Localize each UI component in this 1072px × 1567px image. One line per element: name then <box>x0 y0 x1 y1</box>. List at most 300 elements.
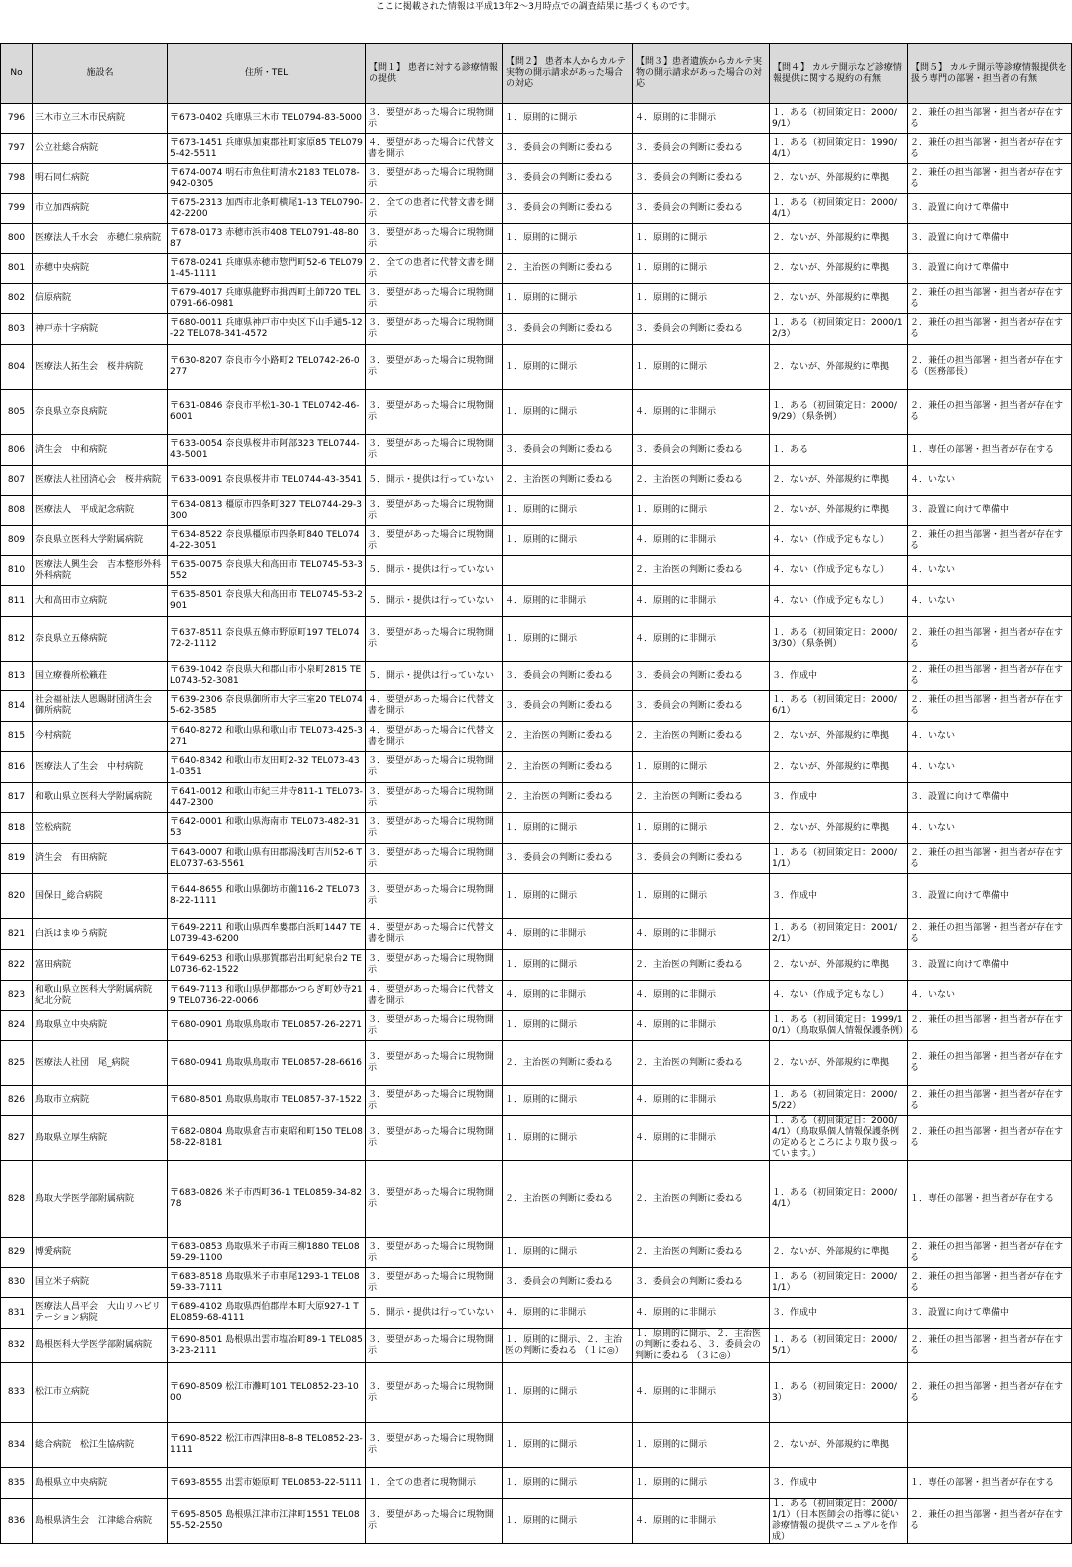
cell-q5-text: ３．設置に向けて準備中 <box>910 890 1010 901</box>
cell-address-tel <box>168 1161 366 1238</box>
cell-q4 <box>770 1086 908 1116</box>
cell-q5 <box>908 1238 1072 1268</box>
cell-address-tel-text: 〒633-0054 奈良県桜井市阿部323 TEL0744-43-5001 <box>170 439 360 460</box>
cell-q1 <box>366 844 503 874</box>
cell-facility-name <box>33 104 168 134</box>
cell-q4 <box>770 194 908 224</box>
cell-q5 <box>908 752 1072 783</box>
cell-facility-name <box>33 617 168 662</box>
cell-q1-text: ４．要望があった場合に代替文書を開示 <box>368 695 494 716</box>
cell-q5 <box>908 1423 1072 1468</box>
cell-facility-name <box>33 950 168 981</box>
cell-q4 <box>770 691 908 722</box>
cell-facility-name-text: 松江市立病院 <box>35 1387 90 1397</box>
cell-q2 <box>503 981 633 1011</box>
cell-q3-text: ４．原則的に非開示 <box>635 990 717 1000</box>
cell-no <box>1 1041 33 1086</box>
cell-no <box>1 1238 33 1268</box>
cell-q5-text: ２．兼任の担当部署・担当者が存在する <box>910 1127 1064 1148</box>
cell-q4-text: １．ある（初回策定日：2000/4/1）（鳥取県個人情報保護条例の定めるところにより取り扱っています。） <box>772 1116 899 1159</box>
cell-no-text: 819 <box>7 853 26 863</box>
cell-address-tel <box>168 164 366 194</box>
cell-q1-text: ２．全ての患者に代替文書を開示 <box>368 197 495 219</box>
cell-q3-text: ４．原則的に非開示 <box>635 595 717 606</box>
cell-no <box>1 1011 33 1041</box>
cell-no <box>1 662 33 691</box>
cell-address-tel-text: 〒631-0846 奈良市平松1-30-1 TEL0742-46-6001 <box>170 401 360 422</box>
cell-q1-text: ５．開示・提供は行っていない <box>368 565 495 575</box>
cell-facility-name <box>33 496 168 526</box>
cell-facility-name <box>33 662 168 691</box>
cell-q1 <box>366 1329 503 1363</box>
cell-address-tel <box>168 435 366 466</box>
cell-facility-name <box>33 284 168 314</box>
cell-facility-name-text: 公立社総合病院 <box>35 143 99 153</box>
cell-q2 <box>503 1499 633 1544</box>
cell-q4-text: ２．ないが、外部規約に準拠 <box>772 822 890 833</box>
cell-q4-text: ２．ないが、外部規約に準拠 <box>772 1057 890 1068</box>
cell-q1-text: ３．要望があった場合に現物開示 <box>368 1188 494 1209</box>
cell-no <box>1 390 33 435</box>
cell-q2-text: ２．主治医の判断に委ねる <box>505 263 614 273</box>
cell-q5 <box>908 345 1072 390</box>
cell-q4 <box>770 134 908 164</box>
cell-q3-text: ４．原則的に非開示 <box>635 1020 717 1030</box>
cell-address-tel <box>168 1268 366 1298</box>
cell-q4-text: ４．ない（作成予定もなし） <box>772 565 890 575</box>
cell-address-tel-text: 〒695-8505 島根県江津市江津町1551 TEL0855-52-2550 <box>170 1510 360 1531</box>
cell-facility-name-text: 三木市立三木市民病院 <box>35 113 126 123</box>
table-row <box>1 1011 1072 1041</box>
cell-address-tel <box>168 1238 366 1268</box>
cell-address-tel-text: 〒640-8272 和歌山県和歌山市 TEL073-425-3271 <box>170 725 363 747</box>
cell-q3 <box>633 813 770 844</box>
cell-q5-text: ２．兼任の担当部署・担当者が存在する <box>910 1381 1064 1403</box>
cell-q5 <box>908 1329 1072 1363</box>
cell-q4 <box>770 224 908 254</box>
cell-q2-text: １．原則的に開示 <box>505 361 578 372</box>
cell-q4 <box>770 1468 908 1499</box>
cell-facility-name-text: 鳥取市立病院 <box>35 1095 90 1105</box>
cell-q3 <box>633 1499 770 1544</box>
cell-q2 <box>503 496 633 526</box>
cell-q5 <box>908 662 1072 691</box>
cell-q1-text: ３．要望があった場合に現物開示 <box>368 954 494 975</box>
cell-address-tel <box>168 466 366 496</box>
cell-q5-text: ２．兼任の担当部署・担当者が存在する <box>910 318 1064 339</box>
table-row <box>1 556 1072 586</box>
cell-address-tel <box>168 783 366 813</box>
cell-address-tel <box>168 1329 366 1363</box>
cell-q5 <box>908 874 1072 919</box>
cell-facility-name <box>33 844 168 874</box>
cell-q5-text: ２．兼任の担当部署・担当者が存在する <box>910 1271 1064 1293</box>
cell-no <box>1 254 33 284</box>
cell-q4 <box>770 919 908 950</box>
cell-q3 <box>633 1298 770 1329</box>
cell-address-tel-text: 〒649-2211 和歌山県西牟婁郡白浜町1447 TEL0739-43-6200 <box>170 923 362 944</box>
table-row <box>1 284 1072 314</box>
cell-facility-name <box>33 1423 168 1468</box>
table-row <box>1 1298 1072 1329</box>
cell-q4 <box>770 783 908 813</box>
cell-q3-text: ４．原則的に非開示 <box>635 633 717 644</box>
cell-q2-text: ３．委員会の判断に委ねる <box>505 444 614 455</box>
cell-q3 <box>633 284 770 314</box>
cell-address-tel-text: 〒675-2313 加西市北条町横尾1-13 TEL0790-42-2200 <box>170 197 363 219</box>
cell-q2 <box>503 284 633 314</box>
cell-q3 <box>633 1329 770 1363</box>
cell-q1-text: ５．開示・提供は行っていない <box>368 475 495 485</box>
cell-no-text: 834 <box>7 1439 26 1450</box>
cell-facility-name-text: 医療法人社団 尾_病院 <box>35 1057 130 1068</box>
cell-q5 <box>908 1363 1072 1423</box>
cell-q1-text: ３．要望があった場合に現物開示 <box>368 786 494 808</box>
cell-address-tel-text: 〒649-6253 和歌山県那賀郡岩出町紀泉台2 TEL0736-62-1522 <box>170 954 362 975</box>
cell-q3 <box>633 134 770 164</box>
cell-q1 <box>366 164 503 194</box>
cell-q1-text: ３．要望があった場合に現物開示 <box>368 107 494 129</box>
cell-q2 <box>503 722 633 752</box>
cell-q4-text: ２．ないが、外部規約に準拠 <box>772 1247 890 1257</box>
cell-facility-name-text: 国立米子病院 <box>35 1277 90 1287</box>
cell-q5 <box>908 1268 1072 1298</box>
cell-q4 <box>770 1161 908 1238</box>
cell-address-tel-text: 〒683-0826 米子市西町36-1 TEL0859-34-8278 <box>170 1188 362 1209</box>
cell-q4 <box>770 1298 908 1329</box>
cell-no <box>1 1423 33 1468</box>
cell-q4 <box>770 254 908 284</box>
cell-q3 <box>633 1423 770 1468</box>
cell-q4-text: １．ある（初回策定日：2000/1/1）（日本医師会の指導に従い診療情報の提供マニュアルを作成） <box>772 1499 899 1542</box>
cell-facility-name <box>33 435 168 466</box>
cell-address-tel-text: 〒640-8342 和歌山市友田町2-32 TEL073-431-0351 <box>170 756 360 777</box>
cell-q2-text: １．原則的に開示 <box>505 1515 578 1526</box>
cell-q1 <box>366 466 503 496</box>
cell-q3-text: ４．原則的に非開示 <box>635 1387 717 1397</box>
cell-q5 <box>908 435 1072 466</box>
cell-q2-text: ４．原則的に非開示 <box>505 1307 587 1318</box>
cell-address-tel <box>168 194 366 224</box>
cell-no <box>1 874 33 919</box>
cell-q1-text: ４．要望があった場合に代替文書を開示 <box>368 137 494 159</box>
cell-address-tel <box>168 950 366 981</box>
header-facility-name: 施設名 <box>33 44 168 104</box>
cell-q5 <box>908 691 1072 722</box>
cell-q3 <box>633 104 770 134</box>
cell-facility-name-text: 社会福祉法人恩賜財団済生会 御所病院 <box>35 695 162 716</box>
cell-q2 <box>503 691 633 722</box>
cell-no <box>1 496 33 526</box>
cell-q5 <box>908 722 1072 752</box>
cell-q5-text: ４．いない <box>910 761 956 772</box>
cell-no <box>1 164 33 194</box>
cell-q1 <box>366 874 503 919</box>
cell-q4 <box>770 981 908 1011</box>
cell-q4 <box>770 496 908 526</box>
cell-q5 <box>908 526 1072 556</box>
cell-facility-name-text: 博愛病院 <box>35 1247 72 1257</box>
table-row <box>1 844 1072 874</box>
cell-q1-text: ３．要望があった場合に現物開示 <box>368 401 494 422</box>
cell-facility-name-text: 富田病院 <box>35 959 72 970</box>
cell-q2-text: １．原則的に開示 <box>505 535 578 545</box>
cell-q5-text: ３．設置に向けて準備中 <box>910 792 1010 802</box>
cell-facility-name <box>33 874 168 919</box>
cell-q4 <box>770 617 908 662</box>
cell-q1 <box>366 1268 503 1298</box>
cell-address-tel <box>168 662 366 691</box>
cell-q4-text: １．ある（初回策定日：2000/5/22） <box>772 1089 897 1111</box>
cell-q4 <box>770 526 908 556</box>
cell-q5 <box>908 844 1072 874</box>
cell-facility-name-text: 和歌山県立医科大学附属病院 <box>35 792 153 802</box>
header-q3: 【問３】患者遺族からカルテ実物の開示請求があった場合の対応 <box>633 44 770 104</box>
cell-q3-text: ２．主治医の判断に委ねる <box>635 959 744 970</box>
cell-q3-text: ２．主治医の判断に委ねる <box>635 475 744 485</box>
cell-q1-text: ３．要望があった場合に現物開示 <box>368 1334 494 1356</box>
cell-facility-name <box>33 556 171 586</box>
cell-q4-text: ３．作成中 <box>772 670 818 681</box>
cell-facility-name-text: 医療法人 平成記念病院 <box>35 505 135 515</box>
cell-q3-text: ３．委員会の判断に委ねる <box>635 173 744 183</box>
table-row <box>1 254 1072 284</box>
table-row <box>1 752 1072 783</box>
cell-q5-text: ３．設置に向けて準備中 <box>910 959 1010 970</box>
cell-q5-text: ２．兼任の担当部署・担当者が存在する <box>910 1334 1064 1356</box>
cell-q5-text: ４．いない <box>910 731 956 741</box>
cell-q1 <box>366 586 503 617</box>
cell-q3 <box>633 1363 770 1423</box>
cell-no <box>1 844 33 874</box>
cell-q1-text: ３．要望があった場合に現物開示 <box>368 628 494 649</box>
cell-q2-text: ３．委員会の判断に委ねる <box>505 670 614 681</box>
cell-q3-text: ４．原則的に非開示 <box>635 1307 717 1318</box>
cell-q4 <box>770 284 908 314</box>
cell-no-text: 813 <box>7 670 26 681</box>
cell-q2-text: ３．委員会の判断に委ねる <box>505 173 614 183</box>
cell-facility-name-text: 鳥取県立厚生病院 <box>35 1132 108 1143</box>
cell-q1 <box>366 1499 503 1544</box>
cell-q5 <box>908 104 1072 134</box>
table-row <box>1 104 1072 134</box>
cell-q4-text: ２．ないが、外部規約に準拠 <box>772 293 890 303</box>
cell-facility-name <box>33 390 168 435</box>
cell-facility-name <box>33 752 168 783</box>
cell-q5 <box>908 1041 1072 1086</box>
cell-q1 <box>366 435 503 466</box>
cell-q5 <box>908 466 1072 496</box>
cell-no <box>1 466 33 496</box>
cell-address-tel <box>168 919 366 950</box>
cell-q3-text: １．原則的に開示 <box>635 822 708 833</box>
cell-q1 <box>366 1468 503 1499</box>
cell-q4 <box>770 104 908 134</box>
cell-q3-text: ３．委員会の判断に委ねる <box>635 143 744 153</box>
cell-q1 <box>366 284 503 314</box>
cell-facility-name-text: 医療法人了生会 中村病院 <box>35 761 144 772</box>
table-row <box>1 1116 1072 1161</box>
cell-q2 <box>503 1011 633 1041</box>
cell-no-text: 835 <box>7 1477 26 1488</box>
cell-no-text: 828 <box>7 1193 26 1204</box>
cell-facility-name <box>33 164 168 194</box>
cell-q5-text: １．専任の部署・担当者が存在する <box>910 1477 1055 1488</box>
cell-q1-text: ３．要望があった場合に現物開示 <box>368 227 494 249</box>
cell-q2-text: ２．主治医の判断に委ねる <box>505 1193 614 1204</box>
cell-address-tel <box>168 104 366 134</box>
cell-no-text: 805 <box>7 406 26 417</box>
cell-q1-text: ３．要望があった場合に現物開示 <box>368 318 494 339</box>
cell-q5 <box>908 1116 1072 1161</box>
cell-q3-text: ２．主治医の判断に委ねる <box>635 792 744 802</box>
header-q4: 【問４】 カルテ開示など診療情報提供に関する規約の有無 <box>770 44 908 104</box>
cell-q4-text: ３．作成中 <box>772 1477 818 1488</box>
cell-no <box>1 1298 33 1329</box>
cell-q1-text: ２．全ての患者に代替文書を開示 <box>368 257 495 279</box>
cell-q4-text: １．ある（初回策定日：2000/9/1） <box>772 107 897 129</box>
cell-q2 <box>503 950 633 981</box>
cell-q1-text: ３．要望があった場合に現物開示 <box>368 1271 494 1293</box>
cell-no <box>1 722 33 752</box>
cell-facility-name-text: 島根県立中央病院 <box>35 1477 108 1488</box>
cell-address-tel <box>168 134 366 164</box>
cell-q2 <box>503 390 633 435</box>
cell-q2-text: １．原則的に開示 <box>505 890 578 901</box>
cell-no <box>1 617 33 662</box>
cell-address-tel-text: 〒678-0241 兵庫県赤穂市惣門町52-6 TEL0791-45-1111 <box>170 257 363 279</box>
cell-facility-name <box>33 1161 168 1238</box>
cell-no <box>1 1363 33 1423</box>
cell-q1 <box>366 617 503 662</box>
cell-facility-name <box>33 1238 168 1268</box>
cell-q3 <box>633 1116 770 1161</box>
cell-q1-text: ３．要望があった場合に現物開示 <box>368 1052 494 1073</box>
cell-q1-text: ４．要望があった場合に代替文書を開示 <box>368 923 494 944</box>
cell-q2 <box>503 194 633 224</box>
cell-q3 <box>633 617 770 662</box>
cell-q5 <box>908 981 1072 1011</box>
cell-q5-text: ２．兼任の担当部署・担当者が存在する <box>910 1510 1064 1531</box>
cell-q4-text: １．ある（初回策定日：2000/9/29）（県条例） <box>772 401 897 422</box>
cell-q5-text: ４．いない <box>910 595 956 606</box>
cell-q2 <box>503 874 633 919</box>
cell-facility-name-text: 済生会 有田病院 <box>35 853 108 863</box>
cell-q1-text: ３．要望があった場合に現物開示 <box>368 1381 494 1403</box>
cell-q3 <box>633 194 770 224</box>
cell-facility-name <box>33 722 168 752</box>
cell-q5 <box>908 224 1072 254</box>
cell-address-tel <box>168 1423 366 1468</box>
cell-q2-text: ３．委員会の判断に委ねる <box>505 203 614 213</box>
cell-q1 <box>366 194 503 224</box>
cell-q3-text: ４．原則的に非開示 <box>635 406 717 417</box>
cell-q1-text: ５．開示・提供は行っていない <box>368 595 495 606</box>
cell-q1-text: ５．開示・提供は行っていない <box>368 670 495 681</box>
cell-q2-text: １．原則的に開示 <box>505 1247 578 1257</box>
table-row <box>1 1363 1072 1423</box>
cell-q4 <box>770 314 908 345</box>
table-row <box>1 1086 1072 1116</box>
cell-q4 <box>770 874 908 919</box>
cell-q5 <box>908 134 1072 164</box>
cell-q3 <box>633 1468 770 1499</box>
table-row <box>1 1238 1072 1268</box>
cell-q3 <box>633 950 770 981</box>
cell-address-tel-text: 〒690-8509 松江市灘町101 TEL0852-23-1000 <box>170 1381 359 1403</box>
cell-q2 <box>503 104 633 134</box>
cell-q3 <box>633 254 770 284</box>
table-row <box>1 1423 1072 1468</box>
cell-no <box>1 950 33 981</box>
cell-q4-text: ４．ない（作成予定もなし） <box>772 990 890 1000</box>
cell-q5 <box>908 1499 1072 1544</box>
cell-address-tel-text: 〒642-0001 和歌山県海南市 TEL073-482-3153 <box>170 817 360 838</box>
cell-q3 <box>633 752 770 783</box>
cell-no <box>1 1268 33 1298</box>
cell-q5 <box>908 1468 1072 1499</box>
cell-address-tel-text: 〒635-0075 奈良県大和高田市 TEL0745-53-3552 <box>170 559 363 581</box>
cell-q3 <box>633 844 770 874</box>
cell-q2 <box>503 1041 633 1086</box>
table-row <box>1 164 1072 194</box>
cell-q3-text: ２．主治医の判断に委ねる <box>635 1247 744 1257</box>
cell-q1 <box>366 722 503 752</box>
cell-no-text: 801 <box>7 263 26 273</box>
cell-q4-text: １．ある <box>772 444 809 455</box>
table-row <box>1 874 1072 919</box>
cell-q4 <box>770 1363 908 1423</box>
cell-q2-text: ２．主治医の判断に委ねる <box>505 792 614 802</box>
cell-q5-text: ３．設置に向けて準備中 <box>910 263 1010 273</box>
cell-facility-name-text: 奈良県立奈良病院 <box>35 406 108 417</box>
cell-facility-name-text: 笠松病院 <box>35 822 72 833</box>
cell-q2 <box>503 783 633 813</box>
cell-facility-name <box>33 783 168 813</box>
cell-no-text: 822 <box>7 959 26 970</box>
cell-q1 <box>366 752 503 783</box>
cell-q3-text: ４．原則的に非開示 <box>635 1515 717 1526</box>
table-row <box>1 662 1072 691</box>
cell-no-text: 809 <box>7 535 26 545</box>
cell-q5 <box>908 194 1072 224</box>
cell-q1 <box>366 1011 503 1041</box>
table-row <box>1 813 1072 844</box>
cell-q2 <box>503 1086 633 1116</box>
cell-no-text: 796 <box>7 113 26 123</box>
cell-no-text: 825 <box>7 1057 26 1068</box>
cell-q3-text: ２．主治医の判断に委ねる <box>635 731 744 741</box>
table-row <box>1 526 1072 556</box>
cell-q2-text: １．原則的に開示 <box>505 1477 578 1488</box>
cell-q3-text: ３．委員会の判断に委ねる <box>635 203 744 213</box>
cell-q5 <box>908 314 1072 345</box>
cell-q1-text: ３．要望があった場合に現物開示 <box>368 356 494 377</box>
cell-no-text: 815 <box>7 731 26 741</box>
cell-q4 <box>770 722 908 752</box>
cell-q1-text: １．全ての患者に現物開示 <box>368 1477 477 1488</box>
cell-facility-name <box>33 813 168 844</box>
cell-facility-name-text: 島根医科大学医学部附属病院 <box>35 1340 153 1350</box>
cell-q5 <box>908 496 1072 526</box>
cell-q1 <box>366 104 503 134</box>
cell-no <box>1 1086 33 1116</box>
cell-facility-name <box>33 254 168 284</box>
cell-no <box>1 1468 33 1499</box>
cell-facility-name-text: 島根県済生会 江津総合病院 <box>35 1515 153 1526</box>
cell-q3-text: １．原則的に開示 <box>635 263 708 273</box>
cell-q5-text: ３．設置に向けて準備中 <box>910 505 1010 515</box>
